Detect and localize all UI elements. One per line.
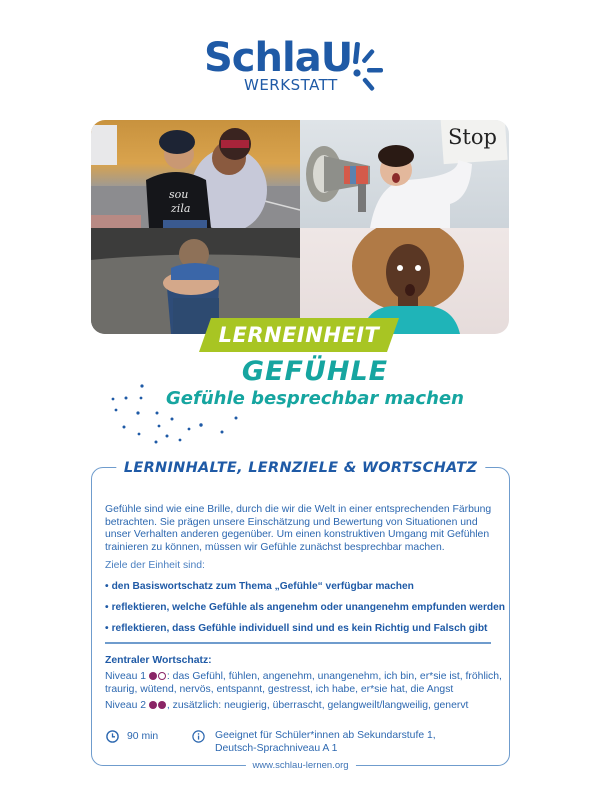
page-title: GEFÜHLE	[241, 356, 389, 387]
logo-subtitle: WERKSTATT	[244, 76, 338, 94]
level-1-label: Niveau 1	[105, 671, 147, 682]
learning-content-box	[91, 460, 510, 771]
photo-two-smiling-girls	[91, 120, 300, 228]
filled-dot-icon	[149, 701, 157, 709]
banner-label: LERNEINHEIT	[218, 323, 380, 347]
photo-collage	[91, 120, 509, 334]
suitability-text	[215, 730, 436, 755]
sparkle-burst-icon	[348, 40, 388, 92]
vocabulary-level-1	[105, 671, 505, 696]
svg-text:zila: zila	[171, 202, 191, 215]
schlau-werkstatt-logo	[200, 36, 400, 98]
vocabulary-level-2	[105, 700, 505, 713]
svg-text:Stop: Stop	[448, 125, 497, 149]
goal-item: • den Basiswortschatz zum Thema „Gefühle“ verfügbar machen	[105, 581, 505, 593]
goals-list	[105, 581, 505, 644]
suitability-line-2: Deutsch-Sprachniveau A 1	[215, 742, 338, 754]
svg-text:sou: sou	[169, 188, 189, 201]
filled-dot-icon	[149, 672, 157, 680]
goals-label: Ziele der Einheit sind:	[105, 560, 205, 571]
level-2-words: , zusätzlich: neugierig, überrascht, gelangweilt/langweilig, genervt	[166, 700, 469, 711]
vocabulary-label: Zentraler Wortschatz:	[105, 655, 212, 666]
suitability-info	[192, 730, 436, 755]
two-smiling-girls-illustration	[91, 120, 300, 228]
filled-dot-icon	[158, 701, 166, 709]
lerneinheit-banner	[199, 318, 399, 352]
confetti-dots-decoration	[96, 382, 246, 446]
section-heading: LERNINHALTE, LERNZIELE & WORTSCHATZ	[116, 458, 485, 478]
goal-item: • reflektieren, welche Gefühle als angenehm oder unangenehm empfunden werden	[105, 602, 505, 614]
divider	[105, 642, 491, 644]
duration	[106, 730, 158, 743]
empty-dot-icon	[158, 672, 166, 680]
duration-value: 90 min	[127, 731, 159, 742]
info-icon	[192, 730, 205, 743]
suitability-line-1: Geeignet für Schüler*innen ab Sekundarstufe 1,	[215, 730, 436, 741]
website-url: www.schlau-lernen.org	[245, 759, 355, 773]
megaphone-stop-illustration	[300, 120, 509, 228]
page-subtitle: Gefühle besprechbar machen	[166, 388, 464, 409]
goal-item: • reflektieren, dass Gefühle individuell sind und es kein Richtig und Falsch gibt	[105, 623, 505, 635]
logo-wordmark: SchlaU	[204, 35, 353, 81]
clock-icon	[106, 730, 119, 743]
intro-paragraph: Gefühle sind wie eine Brille, durch die wir die Welt in einer entsprechenden Färbung betrachten. Sie prägen unsere Einschätzung und Bewertung von Situationen und unser Verhalten anderen gegenüber. Um einen konstruktiven Umgang mit Gefühlen trainieren zu können, müssen wir Gefühle zunächst besprechbar machen.	[105, 504, 492, 553]
level-2-label: Niveau 2	[105, 700, 147, 711]
photo-megaphone-stop	[300, 120, 509, 228]
level-1-words: : das Gefühl, fühlen, angenehm, unangenehm, ich bin, er*sie ist, fröhlich, traurig, wütend, nervös, entspannt, gestresst, ich habe, er*sie hat, die Angst	[105, 671, 502, 695]
